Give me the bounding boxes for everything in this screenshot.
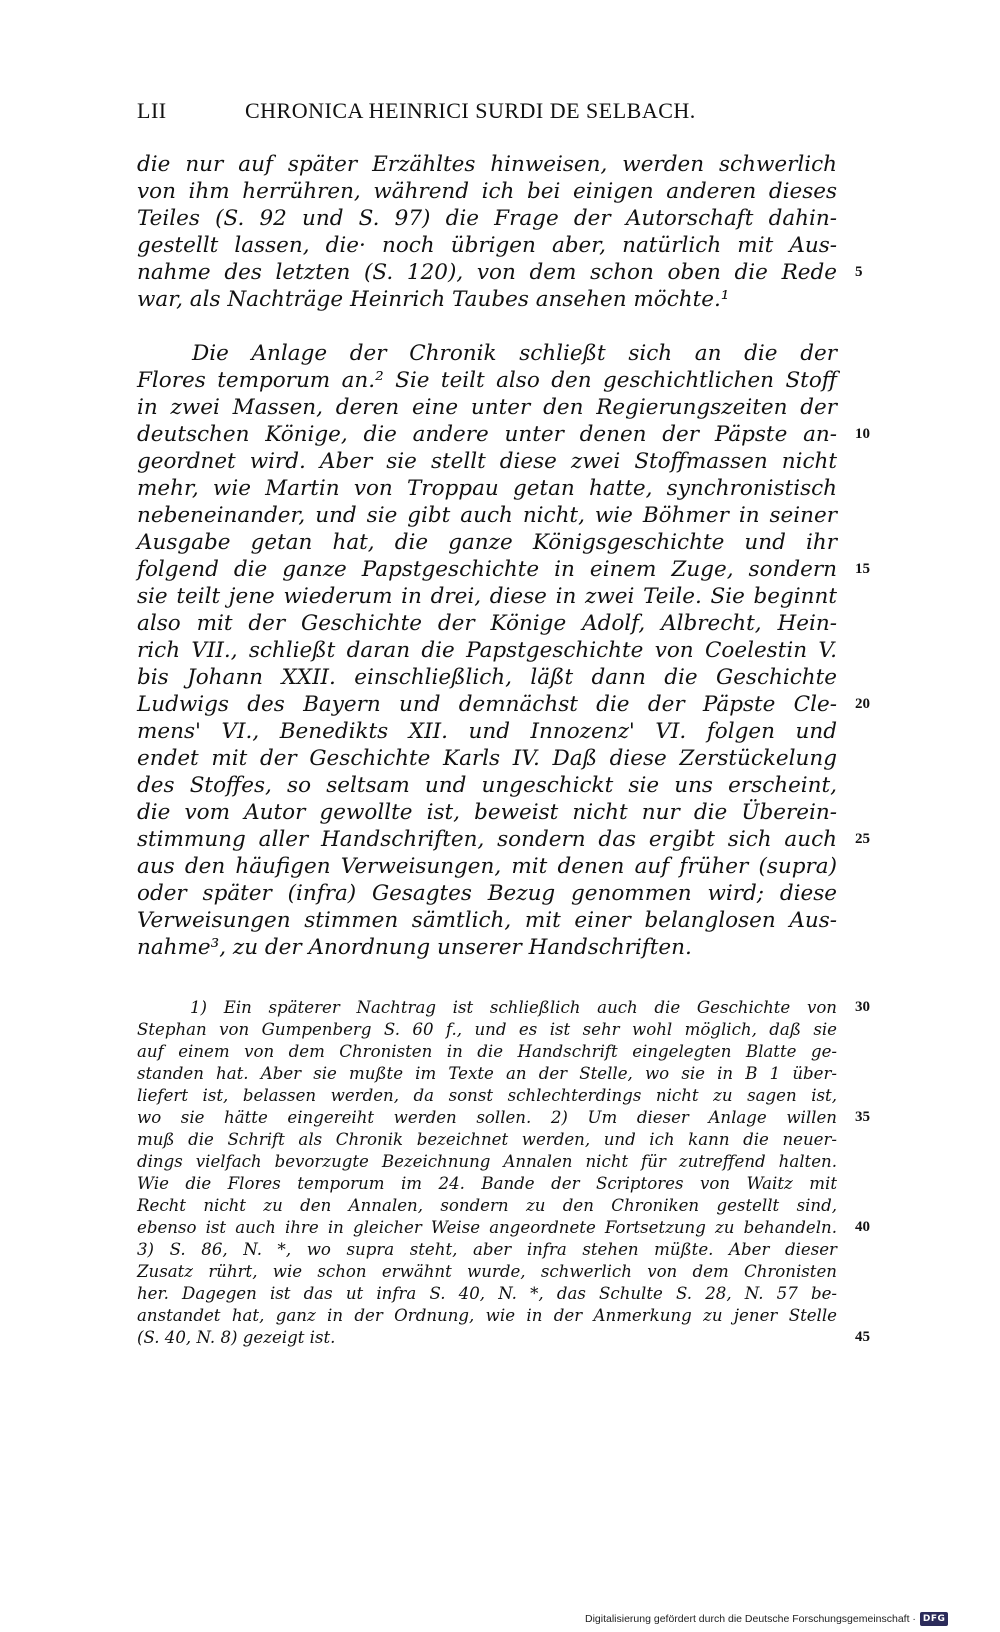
- line-number: 5: [855, 264, 863, 280]
- text-line: also mit der Geschichte der Könige Adolf, Albrecht, Hein-: [137, 611, 837, 636]
- footnote-line: standen hat. Aber sie mußte im Texte an der Stelle, wo sie in B 1 über-: [137, 1064, 837, 1083]
- footnote-line: ebenso ist auch ihre in gleicher Weise angeordnete Fortsetzung zu behandeln.: [137, 1218, 837, 1237]
- footnote-line: Recht nicht zu den Annalen, sondern zu den Chroniken gestellt sind,: [137, 1196, 837, 1215]
- text-line: Teiles (S. 92 und S. 97) die Frage der Autorschaft dahin-: [137, 206, 837, 231]
- footnote-line: muß die Schrift als Chronik bezeichnet werden, und ich kann die neuer-: [137, 1130, 837, 1149]
- text-line: die vom Autor gewollte ist, beweist nicht nur die Überein-: [137, 800, 837, 825]
- text-line: deutschen Könige, die andere unter denen der Päpste an-: [137, 422, 837, 447]
- text-line: war, als Nachträge Heinrich Taubes ansehen möchte.¹: [137, 287, 730, 312]
- text-line: aus den häufigen Verweisungen, mit denen auf früher (supra): [137, 854, 837, 879]
- line-number: 20: [855, 696, 870, 712]
- footnote-line: liefert ist, belassen werden, da sonst schlechterdings nicht zu sagen ist,: [137, 1086, 837, 1105]
- text-line: von ihm herrühren, während ich bei einigen anderen dieses: [137, 179, 837, 204]
- text-line: folgend die ganze Papstgeschichte in einem Zuge, sondern: [137, 557, 837, 582]
- text-line: nahme³, zu der Anordnung unserer Handschriften.: [137, 935, 692, 960]
- line-number: 25: [855, 831, 870, 847]
- footnote-line: Stephan von Gumpenberg S. 60 f., und es ist sehr wohl möglich, daß sie: [137, 1020, 837, 1039]
- footnote-line: 3) S. 86, N. *, wo supra steht, aber infra stehen müßte. Aber dieser: [137, 1240, 837, 1259]
- text-line: Flores temporum an.² Sie teilt also den geschichtlichen Stoff: [137, 368, 837, 393]
- text-line: Ludwigs des Bayern und demnächst die der Päpste Cle-: [137, 692, 837, 717]
- line-number: 30: [855, 999, 870, 1015]
- text-line: in zwei Massen, deren eine unter den Regierungszeiten der: [137, 395, 837, 420]
- footnote-line: anstandet hat, ganz in der Ordnung, wie in der Anmerkung zu jener Stelle: [137, 1306, 837, 1325]
- footnote-line: Zusatz rührt, wie schon erwähnt wurde, schwerlich von dem Chronisten: [137, 1262, 837, 1281]
- line-number: 45: [855, 1329, 870, 1345]
- digitization-credit: [585, 1612, 948, 1626]
- text-line: nahme des letzten (S. 120), von dem schon oben die Rede: [137, 260, 837, 285]
- text-line: rich VII., schließt daran die Papstgeschichte von Coelestin V.: [137, 638, 837, 663]
- text-line: sie teilt jene wiederum in drei, diese in zwei Teile. Sie beginnt: [137, 584, 837, 609]
- text-line: stimmung aller Handschriften, sondern das ergibt sich auch: [137, 827, 837, 852]
- line-number: 40: [855, 1219, 870, 1235]
- text-line: Verweisungen stimmen sämtlich, mit einer belanglosen Aus-: [137, 908, 837, 933]
- footnote-line: dings vielfach bevorzugte Bezeichnung Annalen nicht für zutreffend halten.: [137, 1152, 837, 1171]
- text-line: mens' VI., Benedikts XII. und Innozenz' VI. folgen und: [137, 719, 837, 744]
- footnote-line: Wie die Flores temporum im 24. Bande der Scriptores von Waitz mit: [137, 1174, 837, 1193]
- text-line: oder später (infra) Gesagtes Bezug genommen wird; diese: [137, 881, 837, 906]
- dfg-logo: DFG: [920, 1612, 949, 1626]
- text-line: nebeneinander, und sie gibt auch nicht, wie Böhmer in seiner: [137, 503, 837, 528]
- footnote-line: auf einem von dem Chronisten in die Handschrift eingelegten Blatte ge-: [137, 1042, 837, 1061]
- text-line: die nur auf später Erzähltes hinweisen, werden schwerlich: [137, 152, 837, 177]
- text-line: bis Johann XXII. einschließlich, läßt dann die Geschichte: [137, 665, 837, 690]
- text-line: gestellt lassen, die· noch übrigen aber, natürlich mit Aus-: [137, 233, 837, 258]
- line-number: 15: [855, 561, 870, 577]
- footnote-line: her. Dagegen ist das ut infra S. 40, N. *, das Schulte S. 28, N. 57 be-: [137, 1284, 837, 1303]
- line-number: 35: [855, 1109, 870, 1125]
- text-line: endet mit der Geschichte Karls IV. Daß diese Zerstückelung: [137, 746, 837, 771]
- text-line: Ausgabe getan hat, die ganze Königsgeschichte und ihr: [137, 530, 837, 555]
- footnote-line: (S. 40, N. 8) gezeigt ist.: [137, 1328, 336, 1347]
- text-line: des Stoffes, so seltsam und ungeschickt sie uns erscheint,: [137, 773, 837, 798]
- credit-text: Digitalisierung gefördert durch die Deutsche Forschungsgemeinschaft ·: [585, 1613, 916, 1625]
- running-title: CHRONICA HEINRICI SURDI DE SELBACH.: [245, 98, 696, 123]
- text-line: geordnet wird. Aber sie stellt diese zwei Stoffmassen nicht: [137, 449, 837, 474]
- text-line: mehr, wie Martin von Troppau getan hatte, synchronistisch: [137, 476, 837, 501]
- text-line: Die Anlage der Chronik schließt sich an die der: [192, 341, 837, 366]
- footnote-line: 1) Ein späterer Nachtrag ist schließlich auch die Geschichte von: [190, 998, 837, 1017]
- line-number: 10: [855, 426, 870, 442]
- page-number: LII: [137, 98, 167, 123]
- footnote-line: wo sie hätte eingereiht werden sollen. 2) Um dieser Anlage willen: [137, 1108, 837, 1127]
